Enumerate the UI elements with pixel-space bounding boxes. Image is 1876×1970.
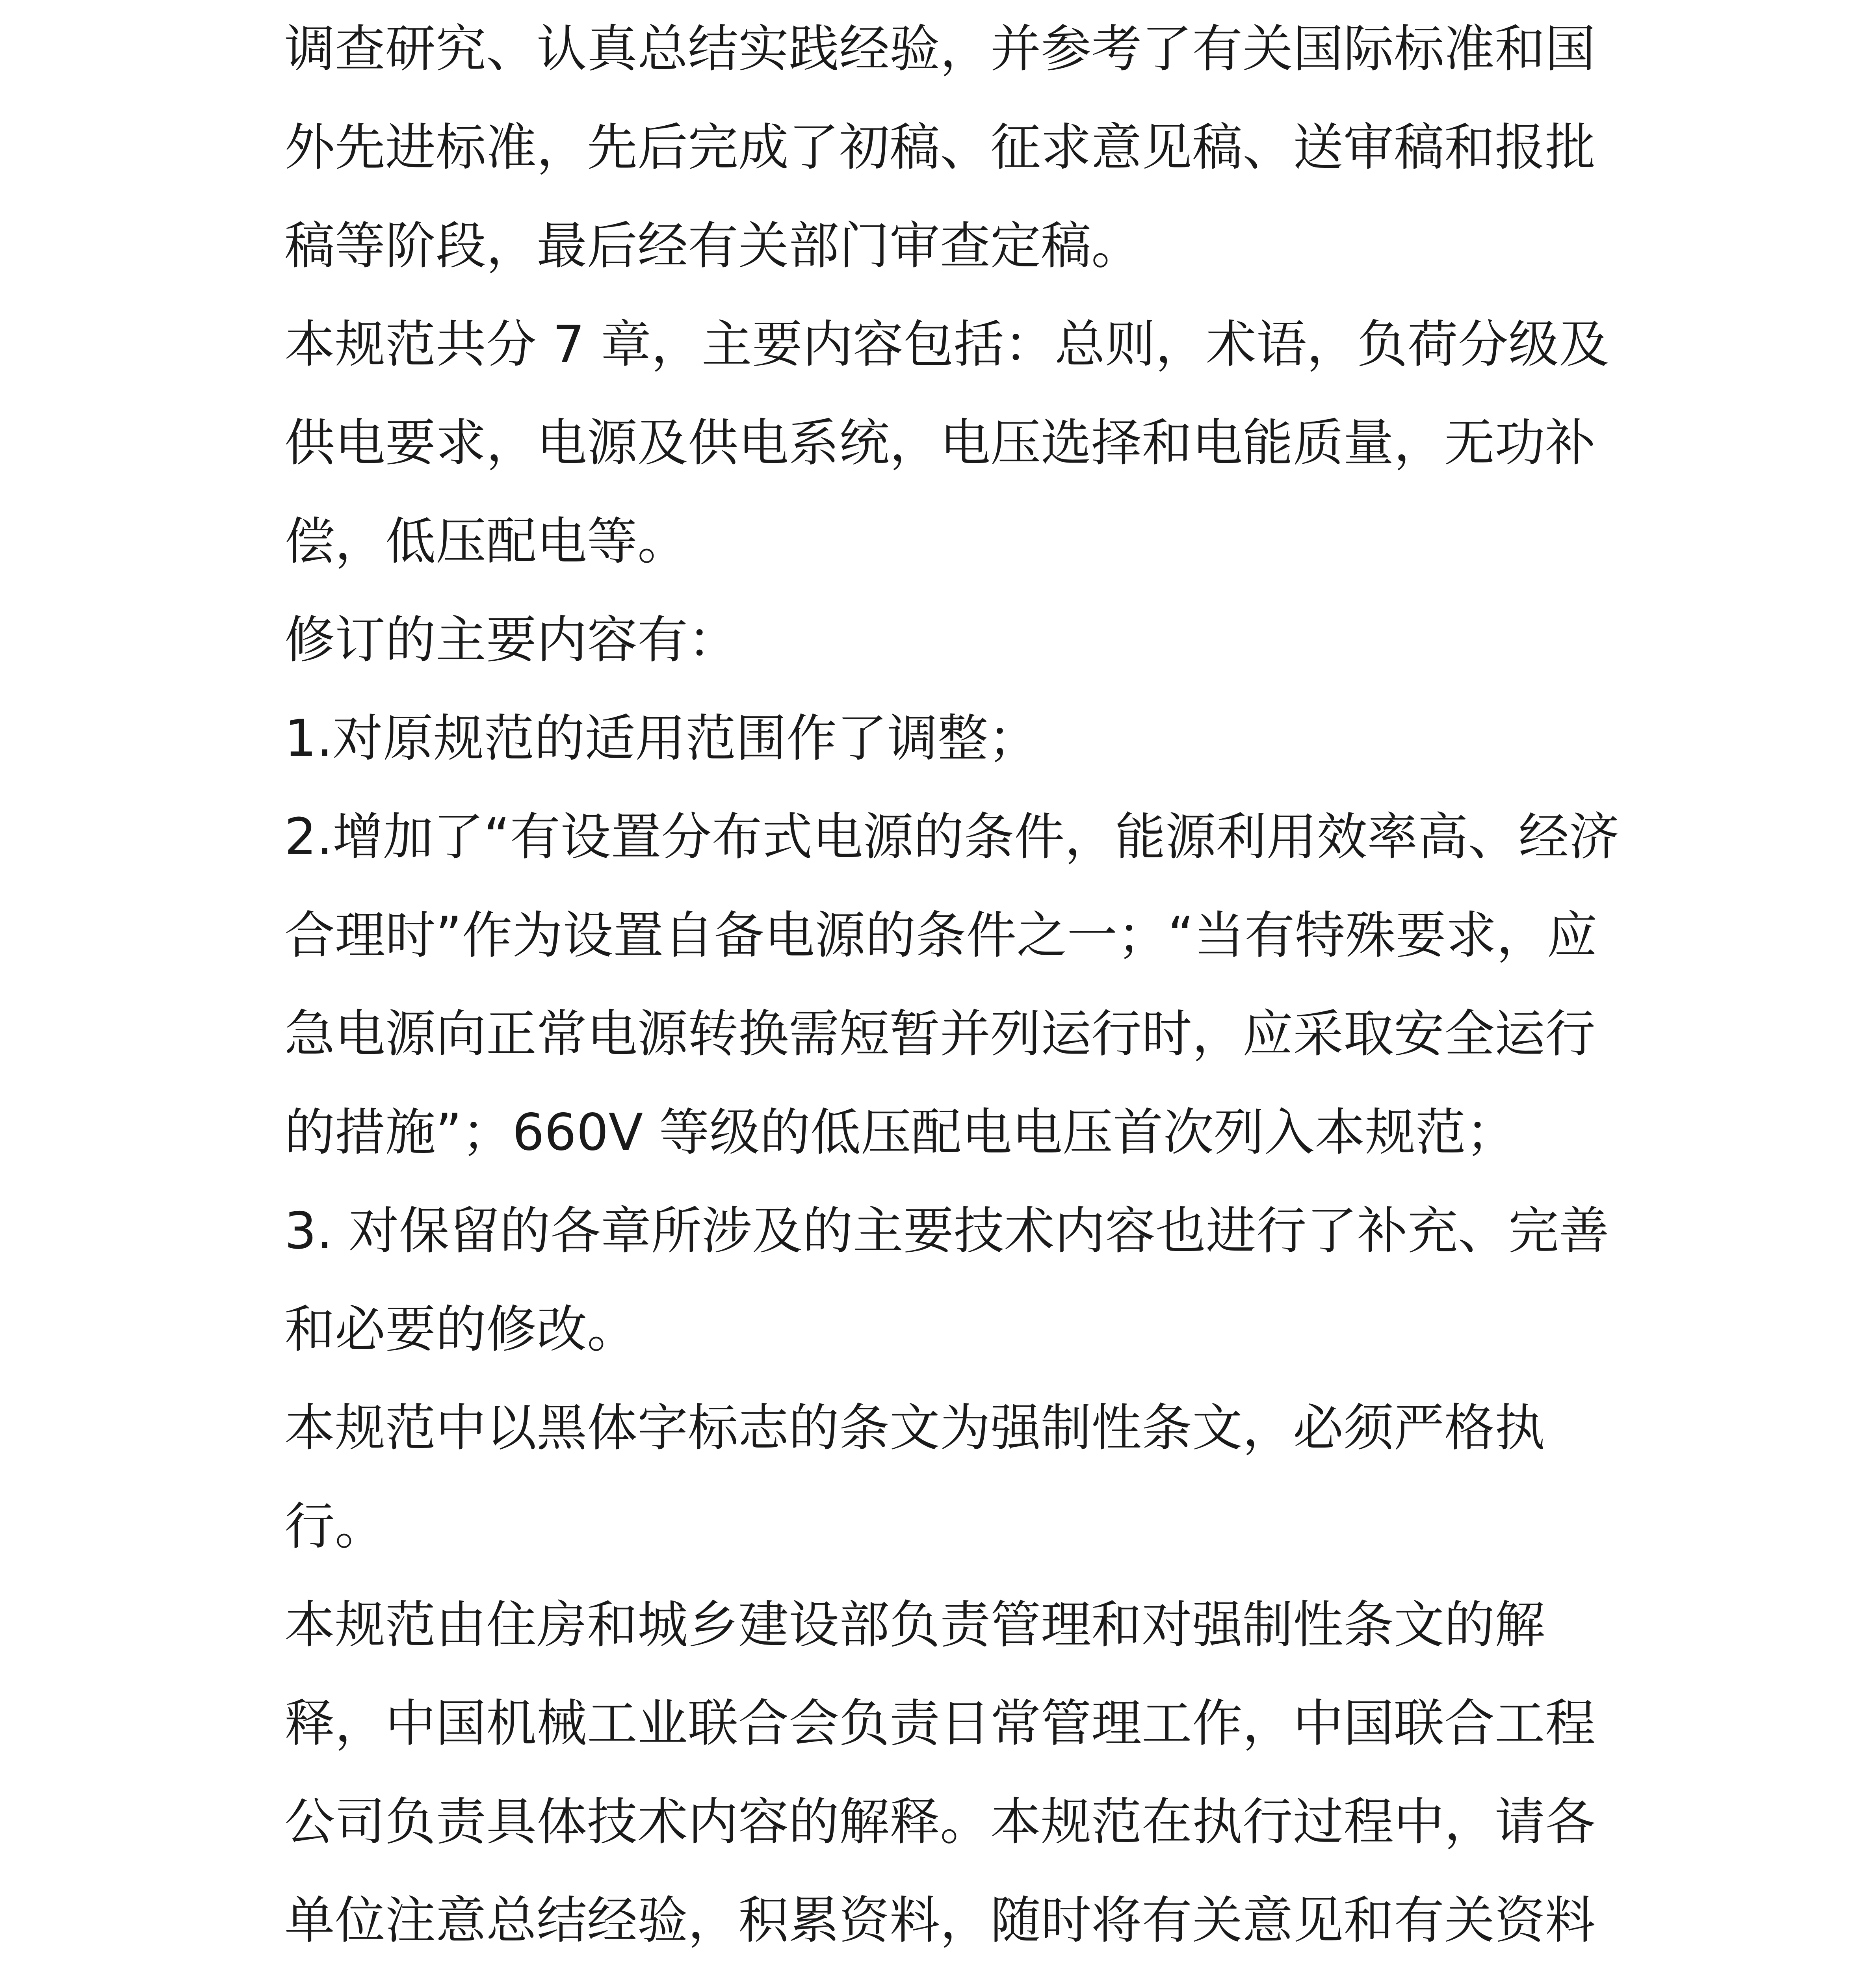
- text-line: 2.增加了“有设置分布式电源的条件，能源利用效率高、经济: [284, 808, 1620, 866]
- text-line: 3. 对保留的各章所涉及的主要技术内容也进行了补充、完善: [284, 1202, 1609, 1260]
- text-line: 的措施”；660V 等级的低压配电电压首次列入本规范；: [284, 1103, 1516, 1162]
- text-line: 本规范中以黑体字标志的条文为强制性条文，必须严格执: [284, 1399, 1545, 1457]
- text-line: 释，中国机械工业联合会负责日常管理工作，中国联合工程: [284, 1694, 1596, 1753]
- body-text: [284, 0, 1620, 1970]
- text-line: 急电源向正常电源转换需短暂并列运行时，应采取安全运行: [284, 1005, 1596, 1063]
- text-line: 1.对原规范的适用范围作了调整；: [284, 709, 1039, 768]
- text-line: 行。: [284, 1497, 386, 1556]
- text-line: 修订的主要内容有：: [284, 611, 739, 669]
- text-line: 本规范由住房和城乡建设部负责管理和对强制性条文的解: [284, 1596, 1545, 1654]
- text-line: 单位注意总结经验，积累资料，随时将有关意见和有关资料: [284, 1891, 1596, 1950]
- text-line: 本规范共分 7 章，主要内容包括：总则，术语，负荷分级及: [284, 315, 1609, 374]
- text-line: 合理时”作为设置自备电源的条件之一；“当有特殊要求，应: [284, 906, 1597, 965]
- text-line: 稿等阶段，最后经有关部门审查定稿。: [284, 217, 1142, 275]
- text-line: 外先进标准，先后完成了初稿、征求意见稿、送审稿和报批: [284, 118, 1596, 177]
- text-line: 偿，低压配电等。: [284, 512, 688, 571]
- text-line: 调查研究、认真总结实践经验，并参考了有关国际标准和国: [284, 20, 1596, 78]
- text-line: 和必要的修改。: [284, 1300, 638, 1359]
- text-line: 公司负责具体技术内容的解释。本规范在执行过程中，请各: [284, 1793, 1596, 1851]
- text-line: 供电要求，电源及供电系统，电压选择和电能质量，无功补: [284, 414, 1596, 472]
